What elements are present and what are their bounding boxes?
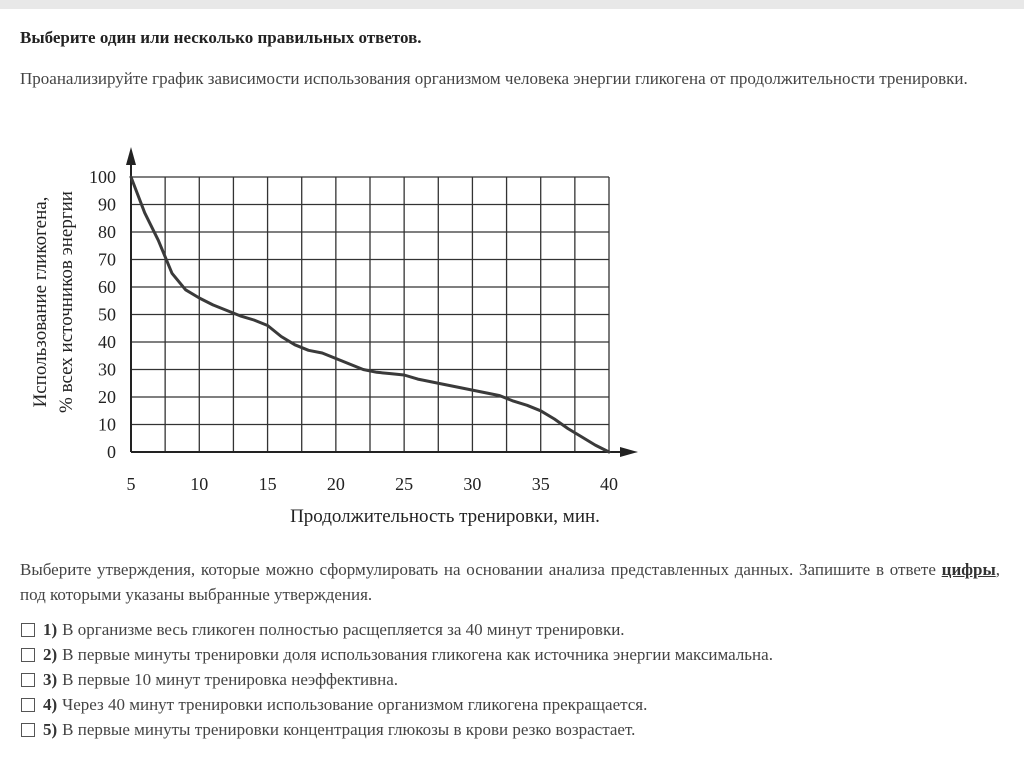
y-axis-label-line2: % всех источников энергии	[56, 191, 77, 413]
y-tick-label: 60	[98, 277, 116, 297]
option-text: В первые минуты тренировки доля использования гликогена как источника энергии максимальна.	[62, 644, 773, 664]
option-number: 2)	[43, 644, 58, 664]
y-tick-label: 30	[98, 359, 116, 380]
x-tick-label: 25	[395, 474, 414, 494]
y-axis-label-line1: Использование гликогена,	[30, 196, 51, 408]
checkbox-icon[interactable]	[21, 623, 35, 637]
question-intro: Проанализируйте график зависимости использования организмом человека энергии гликогена от продолжительности тренировки.	[20, 69, 968, 88]
option-number: 3)	[43, 669, 58, 689]
y-tick-label: 20	[98, 387, 116, 407]
x-tick-label: 15	[258, 474, 277, 494]
option-number: 5)	[43, 719, 58, 739]
x-tick-label: 35	[531, 474, 550, 494]
answer-option-4[interactable]	[21, 692, 1001, 717]
checkbox-icon[interactable]	[21, 698, 35, 712]
y-tick-label: 70	[98, 249, 116, 270]
y-tick-label: 40	[98, 332, 116, 352]
option-number: 4)	[43, 694, 58, 714]
question-instruction: Выберите один или несколько правильных ответов.	[20, 28, 422, 47]
glycogen-chart	[0, 135, 680, 535]
top-bar	[0, 0, 1024, 9]
option-number: 1)	[43, 619, 58, 639]
answer-option-1[interactable]	[21, 617, 1001, 642]
task-text-after: , под которыми указаны выбранные утверждения.	[20, 560, 1000, 604]
x-tick-label: 10	[190, 474, 209, 494]
x-axis-arrow-icon	[620, 447, 638, 457]
answer-option-5[interactable]	[21, 717, 1001, 742]
y-tick-label: 80	[98, 222, 116, 242]
x-axis-label: Продолжительность тренировки, мин.	[290, 506, 600, 527]
x-tick-label: 5	[126, 474, 136, 494]
chart-svg	[0, 135, 680, 535]
x-tick-label: 30	[463, 474, 482, 494]
x-tick-label: 20	[326, 474, 345, 494]
y-tick-label: 90	[98, 194, 116, 215]
option-text: Через 40 минут тренировки использование организмом гликогена прекращается.	[62, 694, 648, 714]
task-text-emphasis: цифры	[941, 560, 996, 579]
y-tick-label: 100	[89, 167, 116, 187]
answer-option-2[interactable]	[21, 642, 1001, 667]
answer-option-3[interactable]	[21, 667, 1001, 692]
y-axis-arrow-icon	[126, 147, 136, 165]
option-text: В первые 10 минут тренировка неэффективна.	[62, 669, 399, 689]
answer-options	[21, 617, 1001, 742]
checkbox-icon[interactable]	[21, 673, 35, 687]
option-text: В организме весь гликоген полностью расщепляется за 40 минут тренировки.	[62, 619, 625, 639]
checkbox-icon[interactable]	[21, 648, 35, 662]
task-text	[20, 557, 1000, 607]
x-tick-label: 40	[600, 474, 618, 494]
y-tick-label: 0	[107, 442, 116, 462]
task-text-before: Выберите утверждения, которые можно сформулировать на основании анализа представленных данных. Запишите в ответе	[20, 560, 942, 579]
option-text: В первые минуты тренировки концентрация глюкозы в крови резко возрастает.	[62, 719, 636, 739]
checkbox-icon[interactable]	[21, 723, 35, 737]
y-tick-label: 10	[98, 414, 116, 435]
y-tick-label: 50	[98, 304, 116, 325]
